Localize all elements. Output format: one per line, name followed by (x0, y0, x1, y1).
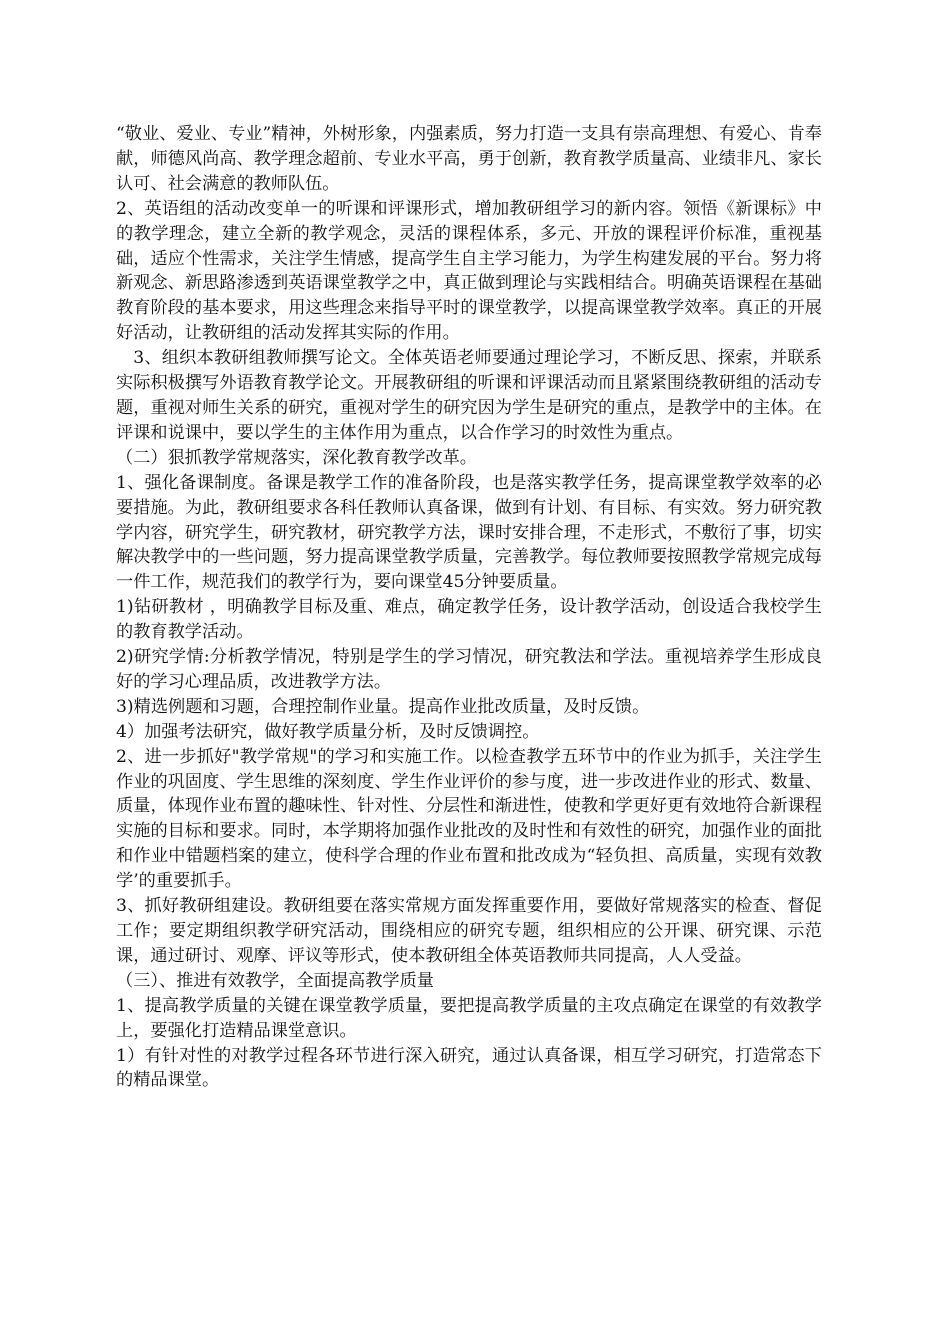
list-item-classroom-research: 1）有针对性的对教学过程各环节进行深入研究，通过认真备课，相互学习研究，打造常态下的精品课堂。 (116, 1045, 822, 1091)
section-heading-3: （三）、推进有效教学，全面提高教学质量 (116, 970, 434, 991)
list-item-study-students: 2)研究学情:分析教学情况，特别是学生的学习情况，研究教法和学法。重视培养学生形成良好的学习心理品质，改进教学方法。 (116, 647, 822, 692)
paragraph-homework: 2、进一步抓好"教学常规"的学习和实施工作。以检查教学五环节中的作业为抓手，关注学生作业的巩固度、学生思维的深刻度、学生作业评价的参与度，进一步改进作业的形式、数量、质量，体现作业布置的趣味性、针对性、分层性和渐进性，使教和学更好更有效地符合新课程实施的目标和要求。同时，本学期将加强作业批改的及时性和有效性的研究，加强作业的面批和作业中错题档案的建立，使科学合理的作业布置和批改成为“轻负担、高质量，实现有效教学’的重要抓手。 (116, 746, 822, 892)
paragraph-paper-writing: 3、组织本教研组教师撰写论文。全体英语老师要通过理论学习，不断反思、探索，并联系实际积极撰写外语教育教学论文。开展教研组的听课和评课活动而且紧紧围绕教研组的活动专题，重视对师生关系的研究，重视对学生的研究因为学生是研究的重点，是教学中的主体。在评课和说课中，要以学生的主体作用为重点，以合作学习的时效性为重点。 (116, 348, 822, 443)
list-item-exam-research: 4）加强考法研究，做好教学质量分析，及时反馈调控。 (116, 721, 540, 742)
paragraph-lesson-prep: 1、强化备课制度。备课是教学工作的准备阶段，也是落实教学任务，提高课堂教学效率的必要措施。为此，教研组要求各科任教师认真备课，做到有计划、有目标、有实效。努力研究教学内容，研究学生，研究教材，研究教学方法，课时安排合理，不走形式，不敷衍了事，切实解决教学中的一些问题，努力提高课堂教学质量，完善教学。每位教师要按照教学常规完成每一件工作，规范我们的教学行为，要向课堂45分钟要质量。 (116, 472, 822, 593)
paragraph-activity-reform: 2、英语组的活动改变单一的听课和评课形式，增加教研组学习的新内容。领悟《新课标》中的教学理念，建立全新的教学观念，灵活的课程体系，多元、开放的课程评价标准，重视基础，适应个性需求，关注学生情感，提高学生自主学习能力，为学生构建发展的平台。努力将新观念、新思路渗透到英语课堂教学之中，真正做到理论与实践相结合。明确英语课程在基础教育阶段的基本要求，用这些理念来指导平时的课堂教学，以提高课堂教学效率。真正的开展好活动，让教研组的活动发挥其实际的作用。 (116, 198, 822, 344)
paragraph-teacher-team: “敬业、爱业、专业”精神，外树形象，内强素质，努力打造一支具有崇高理想、有爱心、肯奉献，师德风尚高、教学理念超前、专业水平高，勇于创新，教育教学质量高、业绩非凡、家长认可、社会满意的教师队伍。 (116, 124, 822, 194)
document-page (116, 122, 822, 1093)
list-item-study-materials: 1)钻研教材 ，明确教学目标及重、难点，确定教学任务，设计教学活动，创设适合我校学生的教育教学活动。 (116, 597, 822, 643)
paragraph-teaching-quality: 1、提高教学质量的关键在课堂教学质量，要把提高教学质量的主攻点确定在课堂的有效教学上，要强化打造精品课堂意识。 (116, 995, 822, 1041)
list-item-exercises: 3)精选例题和习题，合理控制作业量。提高作业批改质量，及时反馈。 (116, 696, 650, 717)
paragraph-group-building: 3、抓好教研组建设。教研组要在落实常规方面发挥重要作用，要做好常规落实的检查、督促工作；要定期组织教学研究活动，围绕相应的研究专题，组织相应的公开课、研究课、示范课，通过研讨、观摩、评议等形式，使本教研组全体英语教师共同提高，人人受益。 (116, 896, 822, 966)
section-heading-2: （二）狠抓教学常规落实，深化教育教学改革。 (116, 447, 477, 468)
